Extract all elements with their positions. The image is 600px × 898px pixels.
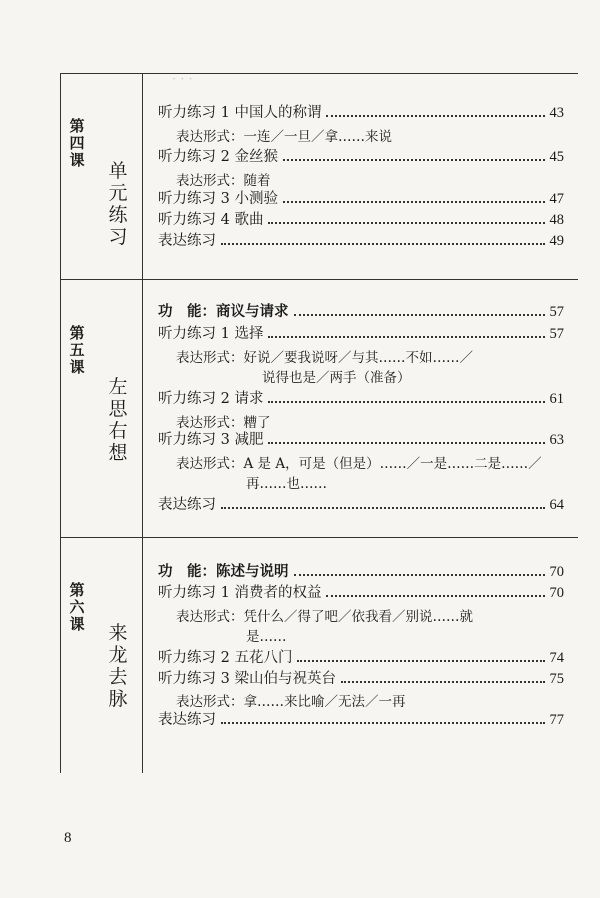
lesson-4-title: 单 元 练 习 (108, 160, 128, 248)
toc-entry[interactable] (158, 100, 564, 122)
entry-title: 听力练习 1 中国人的称谓 (158, 105, 322, 121)
expression-forms: 表达形式：随着 (176, 173, 271, 189)
toc-function-entry[interactable] (158, 559, 564, 581)
entry-title: 听力练习 3 小测验 (158, 191, 278, 207)
entry-title: 听力练习 2 请求 (158, 391, 264, 407)
leader-dots (268, 336, 544, 338)
entry-page: 63 (549, 432, 564, 448)
leader-dots (294, 314, 545, 316)
entry-title: 听力练习 3 梁山伯与祝英台 (158, 671, 336, 687)
expression-forms: 表达形式：一连／一旦／拿……来说 (176, 129, 392, 145)
toc-entry[interactable] (158, 207, 564, 229)
entry-title: 听力练习 2 五花八门 (158, 650, 293, 666)
leader-dots (326, 115, 544, 117)
toc-entry[interactable] (158, 427, 564, 449)
leader-dots (283, 159, 545, 161)
entry-page: 48 (549, 212, 564, 228)
divider-rule (60, 537, 578, 538)
entry-page: 45 (549, 149, 564, 165)
expression-forms: 表达形式：拿……来比喻／无法／一再 (176, 694, 406, 710)
entry-page: 61 (549, 391, 564, 407)
toc-entry[interactable] (158, 492, 564, 514)
entry-page: 47 (549, 191, 564, 207)
leader-dots (221, 722, 545, 724)
leader-dots (221, 507, 545, 509)
toc-entry[interactable] (158, 321, 564, 343)
leader-dots (268, 222, 544, 224)
entry-title: 听力练习 3 减肥 (158, 432, 264, 448)
lesson-4-label: 第 四 课 (69, 117, 85, 169)
entry-title: 听力练习 4 歌曲 (158, 212, 264, 228)
leader-dots (268, 442, 544, 444)
left-rule (60, 73, 61, 773)
lesson-5-title: 左 思 右 想 (108, 376, 128, 464)
toc-entry[interactable] (158, 144, 564, 166)
leader-dots (294, 574, 545, 576)
entry-page: 57 (549, 304, 564, 320)
expression-forms: 表达形式：A 是 A，可是（但是）……／一是……二是……／ (176, 456, 542, 472)
expression-forms-cont: 是…… (246, 629, 287, 645)
top-rule (60, 73, 578, 74)
entry-page: 43 (549, 105, 564, 121)
lesson-6-label: 第 六 课 (69, 581, 85, 633)
expression-forms: 表达形式：凭什么／得了吧／依我看／别说……就 (176, 609, 473, 625)
expression-forms-cont: 说得也是／两手（准备） (262, 370, 411, 386)
entry-title: 听力练习 2 金丝猴 (158, 149, 278, 165)
bleed-through-text: · · · (172, 72, 193, 87)
entry-title: 听力练习 1 消费者的权益 (158, 585, 322, 601)
leader-dots (326, 595, 544, 597)
lesson-6-title: 来 龙 去 脉 (108, 622, 128, 710)
divider-rule (60, 279, 578, 280)
toc-entry[interactable] (158, 645, 564, 667)
entry-page: 49 (549, 233, 564, 249)
entry-title: 表达练习 (158, 497, 216, 513)
entry-title: 功 能：商议与请求 (158, 304, 289, 320)
entry-page: 77 (549, 712, 564, 728)
entry-page: 57 (549, 326, 564, 342)
entry-title: 表达练习 (158, 712, 216, 728)
page-number: 8 (64, 830, 72, 846)
expression-forms: 表达形式：好说／要我说呀／与其……不如……／ (176, 350, 473, 366)
toc-entry[interactable] (158, 186, 564, 208)
leader-dots (221, 243, 545, 245)
column-rule (142, 537, 143, 773)
leader-dots (283, 201, 545, 203)
toc-function-entry[interactable] (158, 299, 564, 321)
entry-page: 70 (549, 585, 564, 601)
entry-page: 70 (549, 564, 564, 580)
column-rule (142, 73, 143, 279)
lesson-5-label: 第 五 课 (69, 324, 85, 376)
toc-entry[interactable] (158, 666, 564, 688)
leader-dots (297, 660, 544, 662)
leader-dots (268, 401, 544, 403)
toc-entry[interactable] (158, 386, 564, 408)
toc-entry[interactable] (158, 228, 564, 250)
column-rule (142, 279, 143, 537)
entry-title: 听力练习 1 选择 (158, 326, 264, 342)
toc-entry[interactable] (158, 707, 564, 729)
entry-page: 75 (549, 671, 564, 687)
entry-title: 功 能：陈述与说明 (158, 564, 289, 580)
expression-forms: 表达形式：糟了 (176, 415, 271, 431)
leader-dots (341, 681, 545, 683)
expression-forms-cont: 再……也…… (246, 476, 327, 492)
toc-entry[interactable] (158, 580, 564, 602)
entry-page: 74 (549, 650, 564, 666)
entry-title: 表达练习 (158, 233, 216, 249)
entry-page: 64 (549, 497, 564, 513)
